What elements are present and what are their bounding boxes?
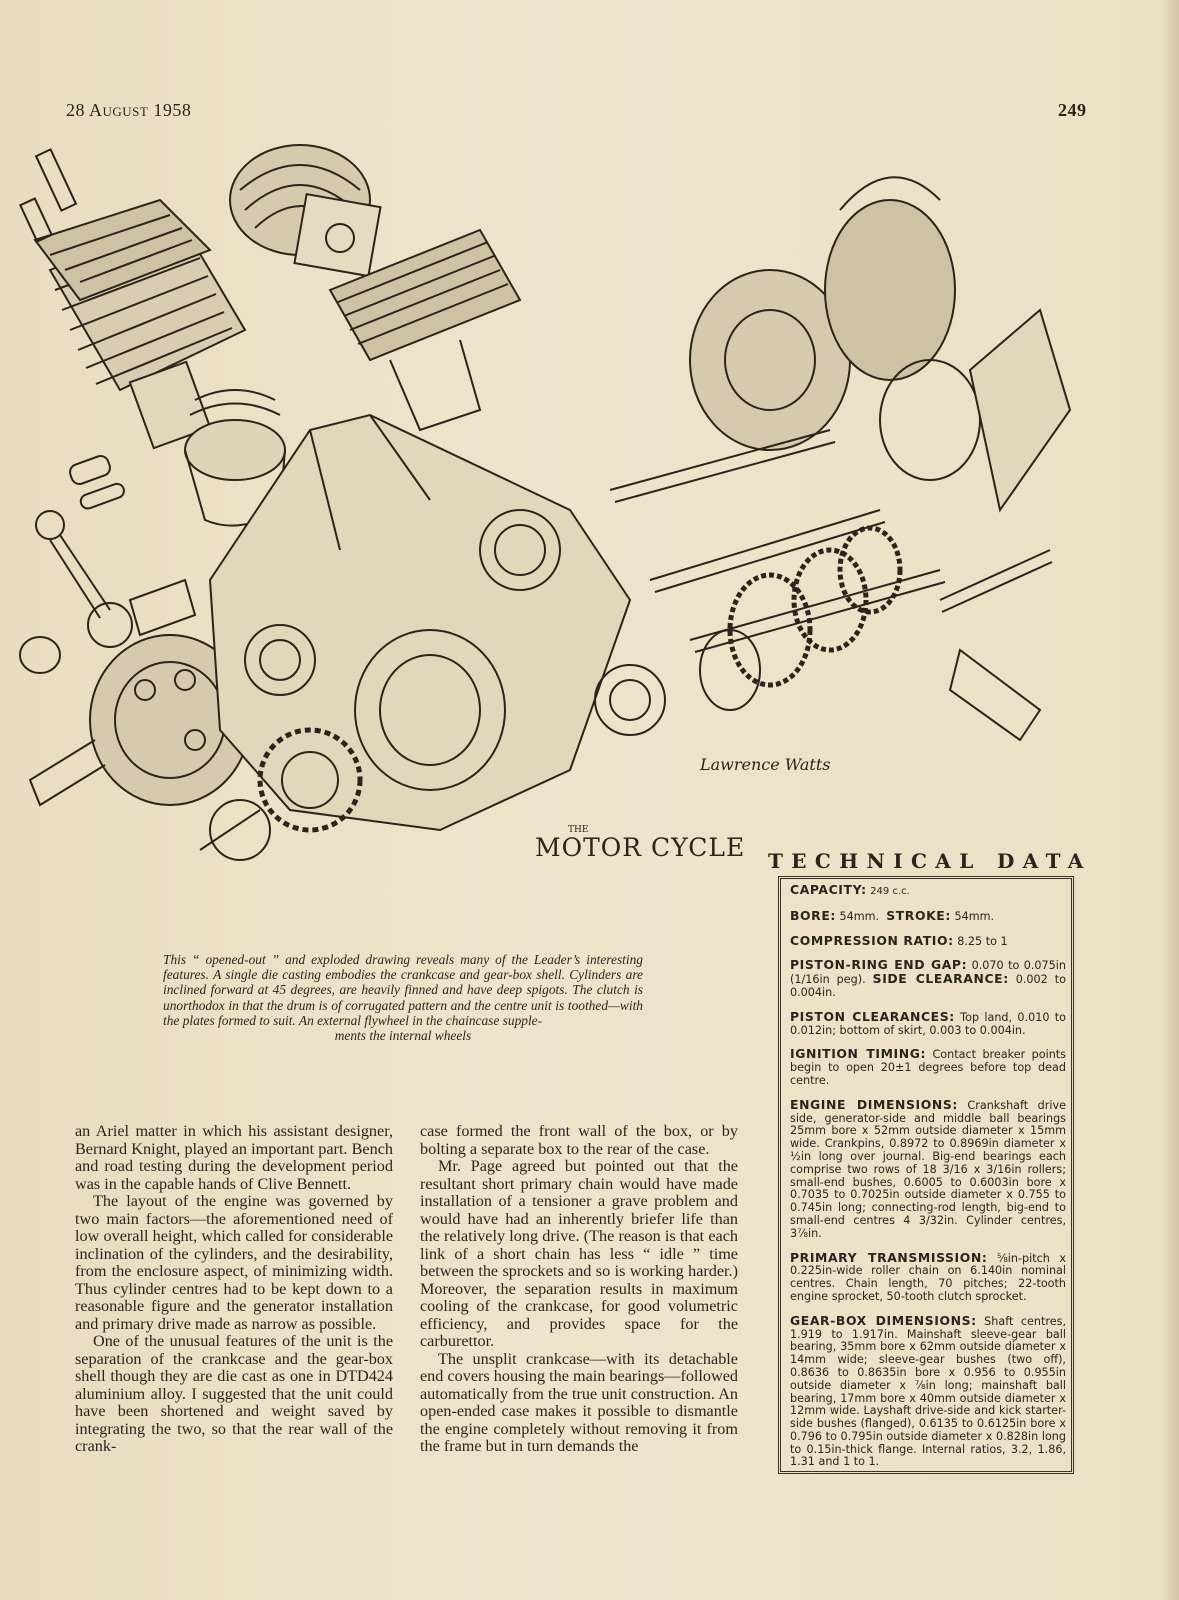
piston-clearance-item: PISTON CLEARANCES: Top land, 0.010 to 0.012in; bottom of skirt, 0.003 to 0.004in. <box>790 1008 1066 1037</box>
gears <box>700 528 1040 740</box>
article-paragraph: case formed the front wall of the box, or by bolting a separate box to the rear of the case. <box>420 1122 738 1158</box>
crankcase <box>210 415 665 830</box>
issue-date: 28 August 1958 <box>66 100 192 120</box>
article-paragraph: Mr. Page agreed but pointed out that the resultant short primary chain would have made installation of a tensioner a grave problem and would have had an inherently briefer life than the relatively long drive. (The reason is that each link of a short chain has less “ idle ” time between the sprockets and so is working harder.) Moreover, the separation results in maximum cooling of the crankcase, for good volumetric efficiency, and provides space for the carburettor. <box>420 1157 738 1350</box>
gearbox-dimensions-item: GEAR-BOX DIMENSIONS: Shaft centres, 1.919 to 1.917in. Mainshaft sleeve-gear ball bearing, 35mm bore x 62mm outside diameter x 14mm wide; sleeve-gear bushes (two off), 0.8636 to 0.8635in bore x 0.956 to 0.955in outside diameter x ⅞in long; mainshaft ball bearing, 17mm bore x 40mm outside diameter x 12mm wide. Layshaft drive-side and kick starter-side bushes (flanged), 0.6135 to 0.6125in bore x 0.796 to 0.795in outside diameter x 0.828in long to 0.15in-thick flange. Internal ratios, 3.2, 1.86, 1.31 and 1 to 1. <box>790 1312 1066 1469</box>
cylinder-head-top <box>230 145 381 276</box>
artist-signature: Lawrence Watts <box>700 755 831 774</box>
technical-data-content <box>790 884 1066 1480</box>
article-paragraph: The unsplit crankcase—with its detachable end covers housing the main bearings—followed automatically from the true unit construction. An open-ended case makes it possible to dismantle the engine completely without removing it from the frame but in turn demands the <box>420 1349 738 1455</box>
ring-gap-item: PISTON-RING END GAP: 0.070 to 0.075in (1/16in peg). SIDE CLEARANCE: 0.002 to 0.004in. <box>790 957 1066 999</box>
page-edge-shadow <box>1161 0 1179 1600</box>
article-paragraph: The layout of the engine was governed by two main factors—the aforementioned need of low overall height, which called for considerable inclination of the cylinders, and the desirability, from the enclosure aspect, of minimizing width. Thus cylinder centres had to be kept down to a reasonable figure and the generator installation and primary drive made as narrow as possible. <box>75 1192 393 1333</box>
motor-cycle-logo: MOTOR CYCLE <box>535 833 746 862</box>
bore-stroke-item: BORE: 54mm. STROKE: 54mm. <box>790 907 995 923</box>
clutch-generator <box>690 177 1070 510</box>
ignition-timing-item: IGNITION TIMING: Contact breaker points begin to open 20±1 degrees before top dead centre. <box>790 1046 1067 1087</box>
technical-data-title: TECHNICAL DATA <box>768 849 1092 873</box>
capacity-item: CAPACITY: 249 c.c. <box>790 882 910 897</box>
caption-last-line: ments the internal wheels <box>334 1028 472 1044</box>
logo-the: THE <box>568 825 589 835</box>
exploded-engine-drawing <box>10 130 1090 900</box>
gearbox-shafts <box>610 430 1052 652</box>
article-paragraph: an Ariel matter in which his assistant designer, Bernard Knight, played an important part. Bench and road testing during the development period was in the capable hands of Clive Bennett. <box>75 1122 393 1193</box>
figure-caption <box>163 952 643 1043</box>
caption-text: This “ opened-out ” and exploded drawing reveals many of the Leader’s interesting features. A single die casting embodies the crankcase and gear-box shell. Cylinders are inclined forward at 45 degrees, are heavily finned and have deep spigots. The clutch is unorthodox in that the drum is of corrugated pattern and the centre unit is toothed—with the plates formed to suit. An external flywheel in the chaincase supple- <box>163 952 643 1028</box>
page-number: 249 <box>1058 100 1087 120</box>
engine-dimensions-item: ENGINE DIMENSIONS: Crankshaft drive side, generator-side and middle ball bearings 25mm bore x 52mm outside diameter x 15mm wide. Crankpins, 0.8972 to 0.8969in diameter x ½in long over journal. Big-end bearings each comprise two rows of 18 3/16 x 3/16in rollers; small-end bushes, 0.6005 to 0.6003in bore x 0.7035 to 0.7025in outside diameter x 0.755 to 0.745in long; connecting-rod length, big-end to small-end centres 4 3/32in. Cylinder centres, 3⅞in. <box>790 1096 1066 1240</box>
article-paragraph: One of the unusual features of the unit is the separation of the crankcase and the gear-box shell though they are die cast as one in DTD424 aluminium alloy. I suggested that the unit could have been shortened and weight saved by integrating the two, so that the rear wall of the crank- <box>75 1332 393 1455</box>
primary-transmission-item: PRIMARY TRANSMISSION: ⅝in-pitch x 0.225in-wide roller chain on 6.140in nominal centres. Chain length, 70 pitches; 22-tooth engine sprocket, 50-tooth clutch sprocket. <box>790 1249 1066 1303</box>
article-column-1 <box>75 1123 393 1456</box>
connecting-rod <box>36 454 132 647</box>
compression-item: COMPRESSION RATIO: 8.25 to 1 <box>790 932 1008 948</box>
article-column-2 <box>420 1123 738 1456</box>
